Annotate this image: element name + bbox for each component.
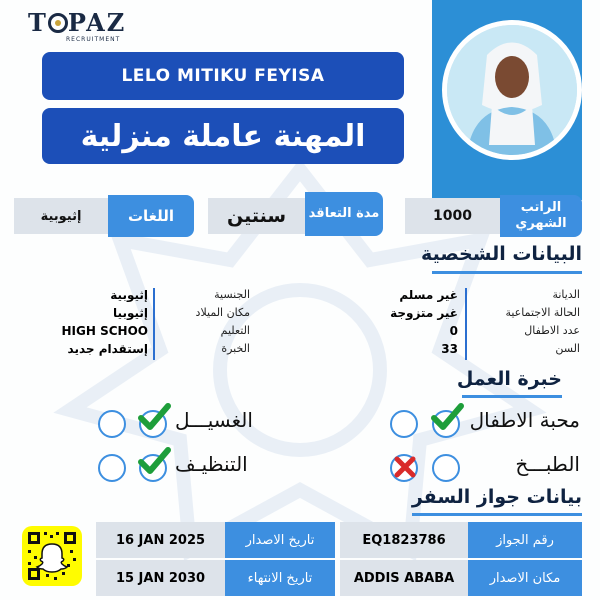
logo-tagline: RECRUITMENT: [66, 36, 121, 43]
skill-cleaning-box2: [98, 454, 126, 482]
religion-value: غير مسلم: [399, 288, 458, 302]
work-experience-title: خبرة العمل: [456, 368, 562, 390]
person-portrait-icon: [447, 25, 577, 155]
contract-value: سنتين: [208, 198, 305, 234]
logo-o-icon: [48, 13, 68, 33]
experience-label: الخبرة: [221, 342, 250, 355]
salary-label: الراتب الشهري: [500, 195, 582, 237]
religion-label: الديانة: [552, 288, 580, 301]
languages-label: اللغات: [108, 195, 194, 237]
skill-cooking-box2: [432, 454, 460, 482]
issue-date-value: 16 JAN 2025: [96, 522, 225, 558]
skill-childcare-label: محبة الاطفال: [469, 408, 580, 432]
personal-info-underline: [432, 271, 582, 274]
nationality-value: إثيوبية: [110, 288, 148, 302]
check-icon: [135, 442, 173, 480]
skill-laundry-label: الغسيـــل: [175, 408, 253, 432]
personal-divider-right: [465, 288, 467, 360]
contract-label: مدة التعاقد: [305, 192, 383, 236]
personal-divider-left: [153, 288, 155, 360]
logo-letter-t: T: [28, 8, 48, 37]
nationality-label: الجنسية: [214, 288, 250, 301]
expiry-date-value: 15 JAN 2030: [96, 560, 225, 596]
company-logo: [28, 8, 126, 37]
marital-status-value: غير متزوجة: [390, 306, 458, 320]
cross-icon: [390, 452, 420, 482]
work-experience-underline: [462, 395, 562, 398]
logo-letters: PAZ: [67, 8, 127, 37]
passport-number-label: رقم الجواز: [468, 522, 582, 558]
children-value: 0: [449, 324, 458, 338]
personal-right-values: [340, 288, 458, 360]
education-label: التعليم: [220, 324, 250, 337]
candidate-profession: المهنة عاملة منزلية: [42, 108, 404, 164]
personal-right-labels: [470, 288, 580, 360]
personal-left-values: [30, 288, 148, 360]
salary-value: 1000: [405, 198, 500, 234]
candidate-photo: [442, 20, 582, 160]
qr-code-icon: [22, 526, 82, 586]
passport-underline: [412, 513, 582, 516]
passport-number-value: EQ1823786: [340, 522, 468, 558]
languages-value: إثيوبية: [14, 198, 108, 234]
issue-date-label: تاريخ الاصدار: [225, 522, 335, 558]
birthplace-label: مكان الميلاد: [195, 306, 250, 319]
skill-childcare-box2: [390, 410, 418, 438]
issue-place-value: ADDIS ABABA: [340, 560, 468, 596]
issue-place-label: مكان الاصدار: [468, 560, 582, 596]
skill-cleaning-label: التنظيـف: [175, 452, 248, 476]
skill-laundry-box2: [98, 410, 126, 438]
expiry-date-label: تاريخ الانتهاء: [225, 560, 335, 596]
personal-left-labels: [160, 288, 250, 360]
age-label: السن: [555, 342, 580, 355]
marital-status-label: الحالة الاجتماعية: [505, 306, 580, 319]
check-icon: [135, 398, 173, 436]
age-value: 33: [441, 342, 458, 356]
check-icon: [428, 398, 466, 436]
education-value: HIGH SCHOO: [61, 324, 148, 338]
candidate-name: LELO MITIKU FEYISA: [42, 52, 404, 100]
birthplace-value: إثيوبيا: [113, 306, 148, 320]
personal-info-title: البيانات الشخصية: [421, 243, 582, 265]
children-label: عدد الاطفال: [524, 324, 580, 337]
skill-cooking-label: الطبـــخ: [515, 452, 580, 476]
experience-value: إستقدام جديد: [67, 342, 148, 356]
snapchat-qr-code[interactable]: [22, 526, 82, 586]
passport-title: بيانات جواز السفر: [411, 486, 582, 508]
